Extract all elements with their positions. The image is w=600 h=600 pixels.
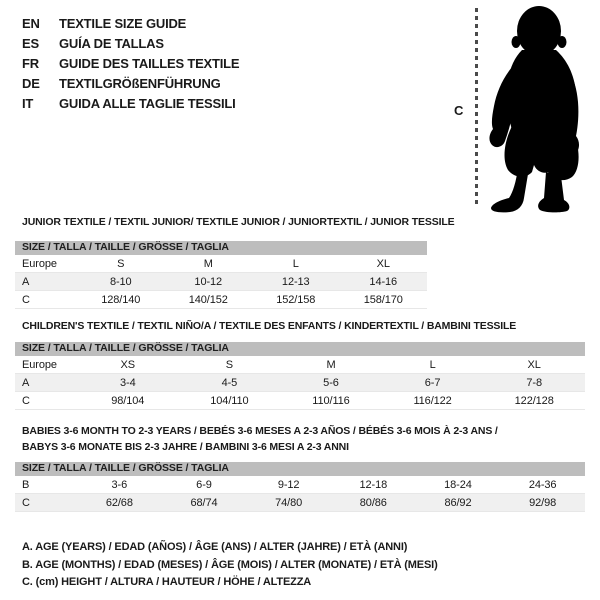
table-cell: 98/104 — [77, 392, 179, 410]
children-size-table — [15, 342, 585, 410]
table-cell: 8-10 — [77, 273, 165, 291]
table-cell: L — [252, 255, 340, 273]
table-cell: M — [280, 356, 382, 374]
babies-size-table — [15, 462, 585, 512]
table-cell: 5-6 — [280, 374, 382, 392]
table-row — [15, 494, 585, 512]
table-row — [15, 374, 585, 392]
language-code: DE — [22, 76, 40, 91]
junior-size-table — [15, 241, 427, 309]
table-row — [15, 476, 585, 494]
table-cell: 92/98 — [500, 494, 585, 512]
table-cell: XL — [483, 356, 585, 374]
table-cell: 158/170 — [340, 291, 428, 309]
table-cell: 62/68 — [77, 494, 162, 512]
table-cell: 74/80 — [246, 494, 331, 512]
table-cell: S — [77, 255, 165, 273]
row-label: B — [15, 476, 77, 494]
table-cell: XS — [77, 356, 179, 374]
table-row — [15, 291, 427, 309]
table-cell: 4-5 — [179, 374, 281, 392]
table-cell: S — [179, 356, 281, 374]
table-cell: 12-13 — [252, 273, 340, 291]
table-cell: 14-16 — [340, 273, 428, 291]
height-measure-label: C — [454, 103, 464, 118]
language-code: IT — [22, 96, 34, 111]
size-header-bar: SIZE / TALLA / TAILLE / GRÖSSE / TAGLIA — [15, 241, 427, 255]
table-cell: 3-4 — [77, 374, 179, 392]
table-cell: 9-12 — [246, 476, 331, 494]
size-table — [15, 476, 585, 512]
language-title: GUÍA DE TALLAS — [59, 36, 164, 51]
children-section-title: CHILDREN'S TEXTILE / TEXTIL NIÑO/A / TEXTILE DES ENFANTS / KINDERTEXTIL / BAMBINI TESSILE — [22, 320, 517, 332]
table-cell: 104/110 — [179, 392, 281, 410]
babies-section-title: BABIES 3-6 MONTH TO 2-3 YEARS / BEBÉS 3-6 MESES A 2-3 AÑOS / BÉBÉS 3-6 MOIS À 2-3 ANS / BABYS 3-6 MONATE BIS 2-3 JAHRE / BAMBINI 3-6 MESI A 2-3 ANNI — [22, 425, 498, 453]
language-code: ES — [22, 36, 39, 51]
row-label: C — [15, 392, 77, 410]
baby-silhouette — [482, 2, 598, 214]
row-label: Europe — [15, 356, 77, 374]
language-title: TEXTILGRÖßENFÜHRUNG — [59, 76, 221, 91]
table-cell: 24-36 — [500, 476, 585, 494]
table-cell: 6-7 — [382, 374, 484, 392]
table-row — [15, 392, 585, 410]
language-code: FR — [22, 56, 39, 71]
language-row-de — [22, 74, 239, 94]
table-cell: 18-24 — [416, 476, 501, 494]
language-title: GUIDE DES TAILLES TEXTILE — [59, 56, 240, 71]
language-row-es — [22, 34, 239, 54]
row-label: C — [15, 291, 77, 309]
row-label: Europe — [15, 255, 77, 273]
language-list — [22, 14, 239, 114]
table-cell: 12-18 — [331, 476, 416, 494]
table-row — [15, 255, 427, 273]
table-cell: 128/140 — [77, 291, 165, 309]
table-cell: XL — [340, 255, 428, 273]
junior-section-title: JUNIOR TEXTILE / TEXTIL JUNIOR/ TEXTILE JUNIOR / JUNIORTEXTIL / JUNIOR TESSILE — [22, 216, 455, 228]
legend-line-a: A. AGE (YEARS) / EDAD (AÑOS) / ÂGE (ANS) / ALTER (JAHRE) / ETÀ (ANNI) — [22, 541, 408, 553]
table-cell: M — [165, 255, 253, 273]
table-cell: 80/86 — [331, 494, 416, 512]
table-cell: 122/128 — [483, 392, 585, 410]
table-cell: 68/74 — [162, 494, 247, 512]
row-label: A — [15, 374, 77, 392]
language-title: GUIDA ALLE TAGLIE TESSILI — [59, 96, 236, 111]
size-table — [15, 356, 585, 410]
table-cell: 152/158 — [252, 291, 340, 309]
table-cell: 116/122 — [382, 392, 484, 410]
language-row-en — [22, 14, 239, 34]
size-header-bar: SIZE / TALLA / TAILLE / GRÖSSE / TAGLIA — [15, 342, 585, 356]
table-cell: 140/152 — [165, 291, 253, 309]
measurement-legend — [22, 539, 438, 592]
language-row-fr — [22, 54, 239, 74]
language-row-it — [22, 94, 239, 114]
legend-line-c: C. (cm) HEIGHT / ALTURA / HAUTEUR / HÖHE / ALTEZZA — [22, 576, 312, 588]
table-cell: L — [382, 356, 484, 374]
table-cell: 6-9 — [162, 476, 247, 494]
row-label: A — [15, 273, 77, 291]
table-cell: 7-8 — [483, 374, 585, 392]
language-code: EN — [22, 16, 40, 31]
table-cell: 10-12 — [165, 273, 253, 291]
table-row — [15, 273, 427, 291]
table-row — [15, 356, 585, 374]
size-header-bar: SIZE / TALLA / TAILLE / GRÖSSE / TAGLIA — [15, 462, 585, 476]
height-measure-dotted-line — [475, 8, 478, 207]
table-cell: 3-6 — [77, 476, 162, 494]
row-label: C — [15, 494, 77, 512]
table-cell: 110/116 — [280, 392, 382, 410]
table-cell: 86/92 — [416, 494, 501, 512]
language-title: TEXTILE SIZE GUIDE — [59, 16, 187, 31]
legend-line-b: B. AGE (MONTHS) / EDAD (MESES) / ÂGE (MOIS) / ALTER (MONATE) / ETÀ (MESI) — [22, 558, 438, 571]
size-table — [15, 255, 427, 309]
